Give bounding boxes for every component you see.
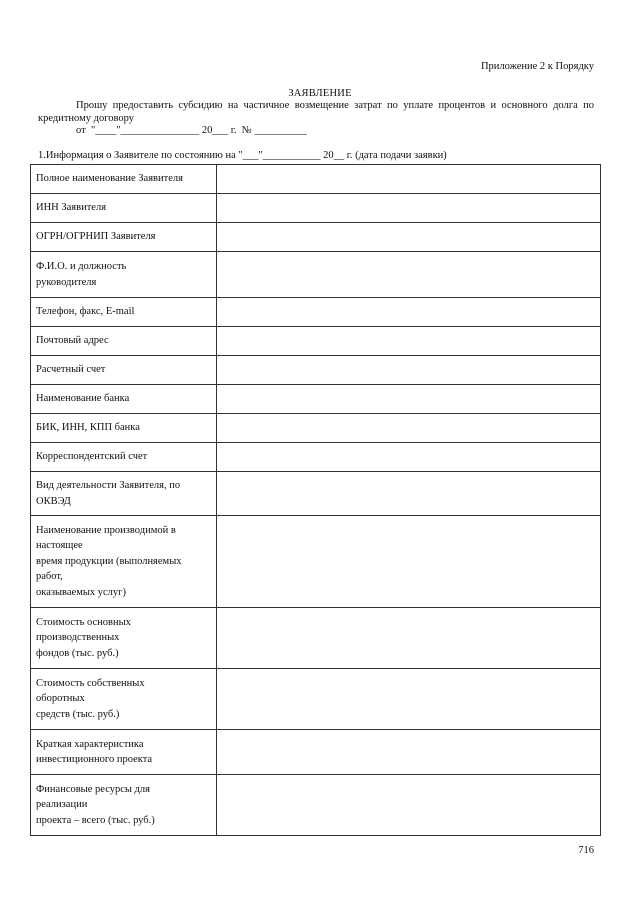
appendix-note: Приложение 2 к Порядку <box>480 61 594 72</box>
row-value-field[interactable] <box>217 385 601 414</box>
row-label-line: проекта – всего (тыс. руб.) <box>36 814 155 826</box>
row-label-line: ОКВЭД <box>36 495 71 507</box>
row-value-field[interactable] <box>217 516 601 608</box>
document-title: ЗАЯВЛЕНИЕ <box>288 88 352 99</box>
row-label-line: Краткая характеристика <box>36 738 144 750</box>
row-label-line: Телефон, факс, E-mail <box>36 306 135 318</box>
request-text: Прошу предоставить субсидию на частичное возмещение затрат по уплате процентов и основного долга по кредитному договору <box>38 100 594 124</box>
table-row <box>31 730 601 775</box>
row-label-line: Наименование производимой в <box>36 524 176 536</box>
row-label-line: работ, <box>36 571 63 583</box>
row-value-field[interactable] <box>217 669 601 730</box>
row-label-line: Полное наименование Заявителя <box>36 173 183 185</box>
table-row <box>31 298 601 327</box>
row-label-line: Ф.И.О. и должность <box>36 261 127 272</box>
row-value-field[interactable] <box>217 223 601 252</box>
table-row <box>31 608 601 669</box>
table-row <box>31 223 601 252</box>
row-value-field[interactable] <box>217 298 601 327</box>
table-row <box>31 327 601 356</box>
row-label-line: Наименование банка <box>36 393 130 405</box>
row-label-line: Вид деятельности Заявителя, по <box>36 480 181 491</box>
row-label <box>31 385 217 414</box>
row-label <box>31 165 217 194</box>
row-label-line: инвестиционного проекта <box>36 754 153 765</box>
row-label <box>31 252 217 298</box>
row-label-line: настоящее <box>36 540 83 552</box>
table-row <box>31 472 601 516</box>
applicant-info-table <box>30 164 601 836</box>
row-value-field[interactable] <box>217 472 601 516</box>
table-row <box>31 443 601 472</box>
row-label-line: реализации <box>36 799 88 811</box>
table-row <box>31 356 601 385</box>
table-row <box>31 252 601 298</box>
row-label-line: БИК, ИНН, КПП банка <box>36 422 140 434</box>
row-label <box>31 516 217 608</box>
row-label-line: Финансовые ресурсы для <box>36 783 150 795</box>
row-label-line: время продукции (выполняемых <box>36 555 182 567</box>
row-label-line: Стоимость собственных <box>36 677 145 689</box>
section-heading: 1.Информация о Заявителе по состоянию на "___"___________ 20__ г. (дата подачи заявки) <box>38 150 447 161</box>
row-label-line: ИНН Заявителя <box>36 202 107 214</box>
row-value-field[interactable] <box>217 443 601 472</box>
row-label <box>31 356 217 385</box>
row-label-line: производственных <box>36 632 120 644</box>
row-label-line: Стоимость основных <box>36 616 131 628</box>
row-value-field[interactable] <box>217 775 601 836</box>
row-label-line: оборотных <box>36 693 85 705</box>
row-label-line: Почтовый адрес <box>36 335 109 347</box>
table-row <box>31 165 601 194</box>
row-value-field[interactable] <box>217 414 601 443</box>
row-label-line: оказываемых услуг) <box>36 586 126 598</box>
row-label <box>31 298 217 327</box>
row-label-line: руководителя <box>36 276 97 288</box>
row-label-line: ОГРН/ОГРНИП Заявителя <box>36 231 156 243</box>
row-value-field[interactable] <box>217 165 601 194</box>
row-value-field[interactable] <box>217 730 601 775</box>
table-row <box>31 385 601 414</box>
table-row <box>31 516 601 608</box>
applicant-info-table-body <box>31 165 601 836</box>
row-label <box>31 194 217 223</box>
row-label <box>31 608 217 669</box>
page-number: 716 <box>578 845 594 856</box>
contract-date-number-line: от "____"_______________ 20___ г. № __________ <box>76 125 307 136</box>
row-label <box>31 775 217 836</box>
row-value-field[interactable] <box>217 194 601 223</box>
row-label <box>31 327 217 356</box>
row-label <box>31 443 217 472</box>
row-label <box>31 472 217 516</box>
row-label-line: фондов (тыс. руб.) <box>36 647 119 659</box>
row-value-field[interactable] <box>217 356 601 385</box>
table-row <box>31 414 601 443</box>
row-value-field[interactable] <box>217 252 601 298</box>
row-value-field[interactable] <box>217 327 601 356</box>
table-row <box>31 194 601 223</box>
table-row <box>31 669 601 730</box>
row-label <box>31 223 217 252</box>
table-row <box>31 775 601 836</box>
row-label <box>31 730 217 775</box>
row-label <box>31 669 217 730</box>
row-label-line: Корреспондентский счет <box>36 451 148 463</box>
row-value-field[interactable] <box>217 608 601 669</box>
row-label <box>31 414 217 443</box>
row-label-line: средств (тыс. руб.) <box>36 708 120 720</box>
row-label-line: Расчетный счет <box>36 364 106 376</box>
